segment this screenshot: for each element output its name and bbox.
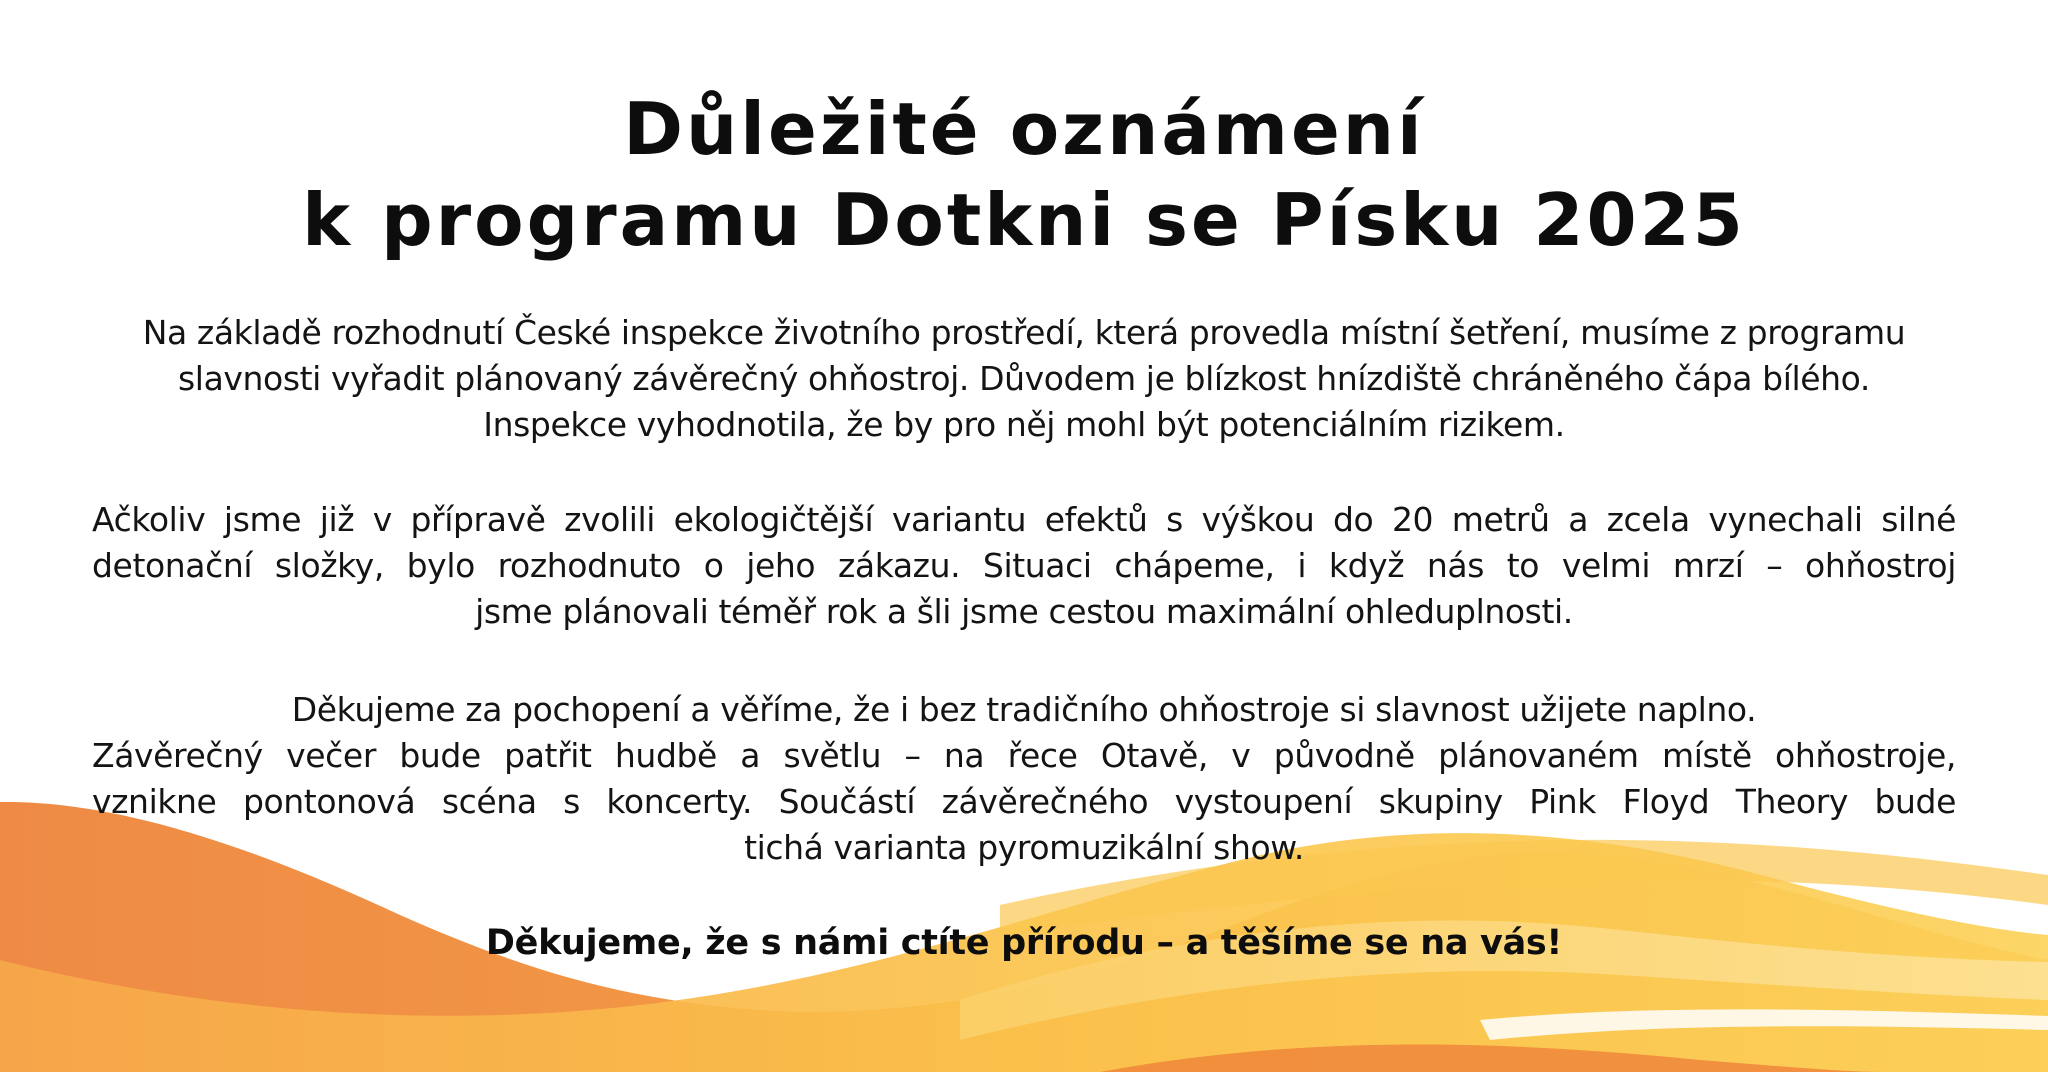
title-line-2: k programu Dotkni se Písku 2025 — [302, 178, 1746, 262]
paragraph-line: Inspekce vyhodnotila, že by pro něj mohl být potenciálním rizikem. — [483, 405, 1565, 444]
closing-message: Děkujeme, že s námi ctíte přírodu – a těšíme se na vás! — [485, 923, 1563, 963]
paragraph-decision — [92, 310, 1956, 448]
paragraph-line: slavnosti vyřadit plánovaný závěrečný ohňostroj. Důvodem je blízkost hnízdiště chráněného čápa bílého. — [178, 359, 1870, 398]
paragraph-line: detonační složky, bylo rozhodnuto o jeho zákazu. Situaci chápeme, i když nás to velmi mrzí – ohňostroj — [92, 546, 1956, 585]
paragraph-line: Závěrečný večer bude patřit hudbě a světlu – na řece Otavě, v původně plánovaném místě ohňostroje, — [92, 736, 1956, 775]
paragraph-line: vznikne pontonová scéna s koncerty. Součástí závěrečného vystoupení skupiny Pink Floyd Theory bude — [92, 782, 1956, 821]
paragraph-alternative-program — [92, 687, 1956, 871]
title-line-1: Důležité oznámení — [623, 87, 1425, 171]
paragraph-line: Děkujeme za pochopení a věříme, že i bez tradičního ohňostroje si slavnost užijete naplno. — [291, 690, 1757, 729]
paragraph-line: Na základě rozhodnutí České inspekce životního prostředí, která provedla místní šetření, musíme z programu — [142, 313, 1906, 352]
paragraph-line: Ačkoliv jsme již v přípravě zvolili ekologičtější variantu efektů s výškou do 20 metrů a zcela vynechali silné — [92, 500, 1956, 539]
paragraph-line: jsme plánovali téměř rok a šli jsme cestou maximální ohleduplnosti. — [475, 592, 1573, 631]
paragraph-line: tichá varianta pyromuzikální show. — [744, 828, 1304, 867]
paragraph-explanation — [92, 497, 1956, 635]
